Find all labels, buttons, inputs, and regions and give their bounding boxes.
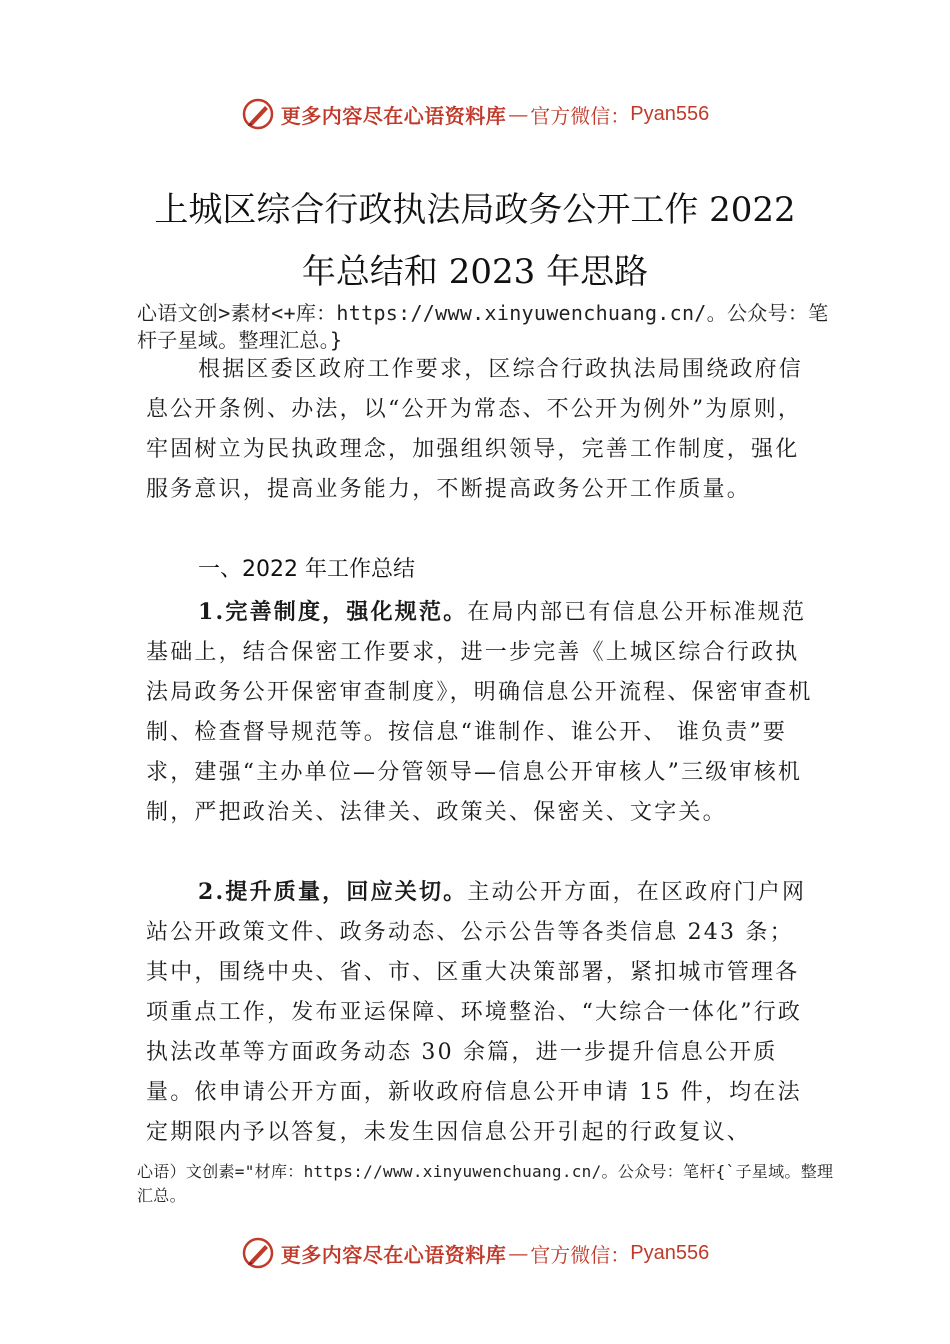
pen-logo-icon: [241, 1236, 275, 1270]
footer-banner: [0, 1233, 950, 1273]
banner-text: 更多内容尽在心语资料库: [280, 103, 507, 128]
header-banner: [0, 94, 950, 134]
document-title-line1: 上城区综合行政执法局政务公开工作 2022: [154, 190, 796, 230]
pen-logo-icon: [241, 97, 275, 131]
banner-wechat-id: Pyan556: [630, 1241, 710, 1264]
intro-text: 根据区委区政府工作要求，区综合行政执法局围绕政府信息公开条例、办法，以“公开为常态、不公开为例外”为原则，牢固树立为民执政理念，加强组织领导，完善工作制度，强化服务意识，提高业务能力，不断提高政务公开工作质量。: [146, 357, 804, 502]
intro-paragraph: [146, 350, 816, 510]
banner-wechat-label: 官方微信：: [530, 1242, 631, 1267]
banner-text: 更多内容尽在心语资料库: [280, 1242, 507, 1267]
banner-wechat-id: Pyan556: [630, 102, 710, 125]
item1-body: 在局内部已有信息公开标准规范基础上，结合保密工作要求，进一步完善《上城区综合行政执法局政务公开保密审查制度》，明确信息公开流程、保密审查机制、检查督导规范等。按信息“谁制作、谁公开、 谁负责”要求，建强“主办单位—分管领导—信息公开审核人”三级审核机制，严把政治关、法律关、政策关、保密关、文字关。: [146, 600, 813, 825]
section-heading: 一、2022 年工作总结: [198, 557, 415, 582]
item1-paragraph: [146, 592, 816, 833]
banner-separator: —: [508, 102, 529, 126]
item2-paragraph: [146, 872, 816, 1153]
document-title-line2: 年总结和 2023 年思路: [301, 252, 649, 292]
item1-lead: 1.完善制度，强化规范。: [198, 599, 468, 625]
banner-separator: —: [508, 1241, 529, 1265]
banner-wechat-label: 官方微信：: [530, 103, 631, 128]
item2-lead: 2.提升质量，回应关切。: [198, 879, 468, 905]
source-note-top: 心语文创>素材<+库：https://www.xinyuwenchuang.cn/。公众号：笔杆子星域。整理汇总。}: [137, 301, 829, 352]
item2-body: 主动公开方面，在区政府门户网站公开政策文件、政务动态、公示公告等各类信息 243 条；其中，围绕中央、省、市、区重大决策部署，紧扣城市管理各项重点工作，发布亚运保障、环境整治、“大综合一体化”行政执法改革等方面政务动态 30 余篇，进一步提升信息公开质量。依申请公开方面，新收政府信息公开申请 15 件，均在法定期限内予以答复，未发生因信息公开引起的行政复议、: [146, 880, 807, 1145]
source-note-bottom: 心语）文创素="材库：https://www.xinyuwenchuang.cn/。公众号：笔杆{`子星域。整理汇总。: [137, 1162, 834, 1205]
